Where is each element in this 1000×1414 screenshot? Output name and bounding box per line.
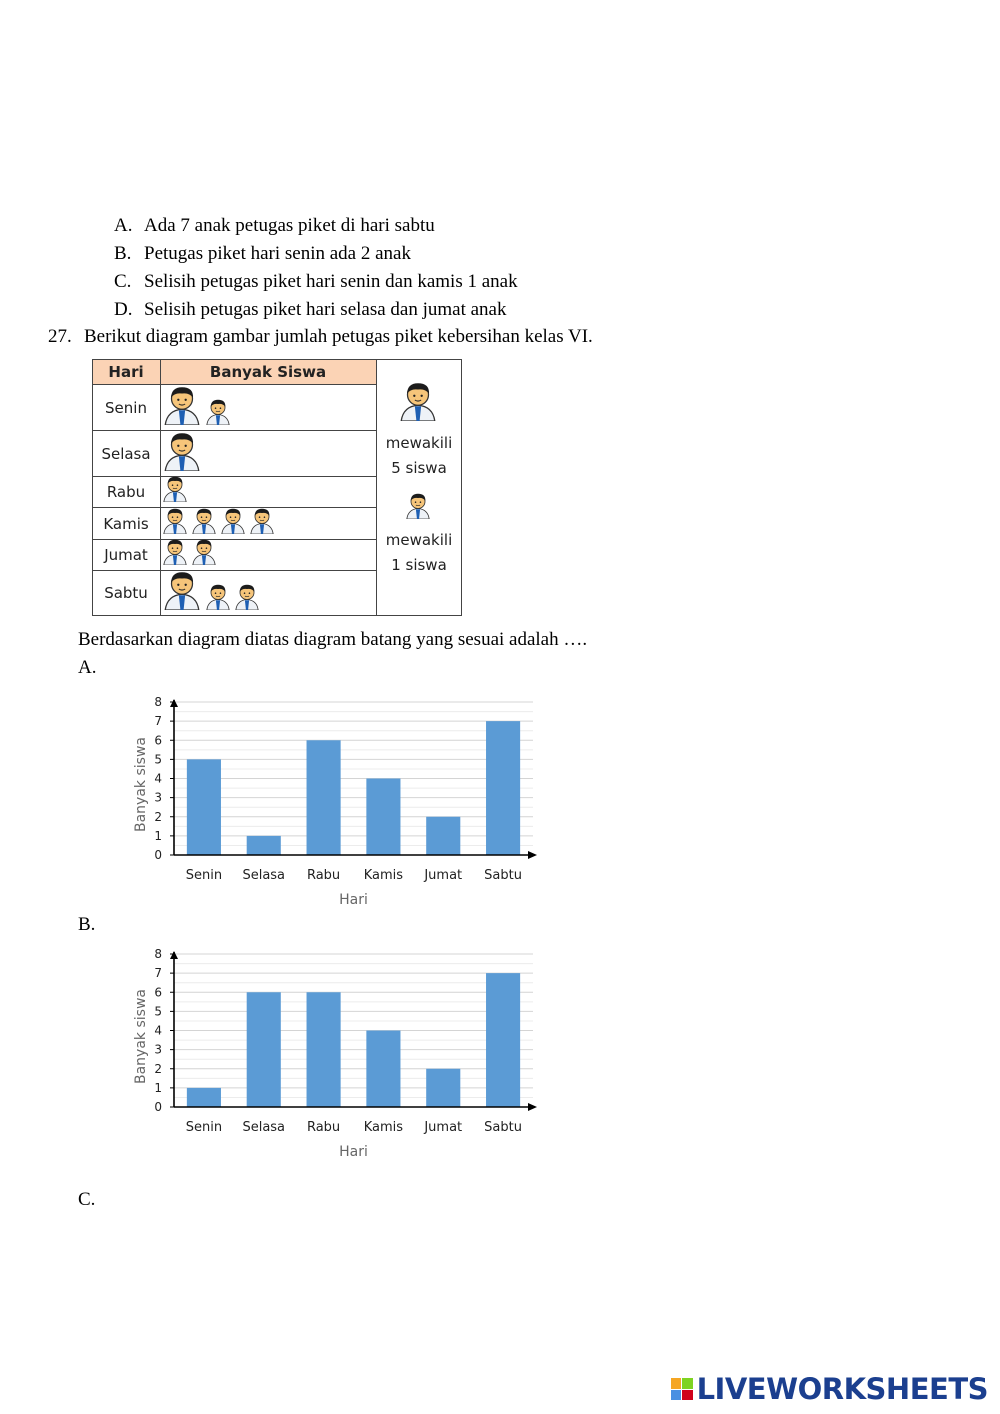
bar-selasa: [247, 992, 281, 1107]
x-tick-label: Sabtu: [484, 868, 522, 883]
x-axis-arrow: [528, 1103, 537, 1111]
bar-rabu: [307, 740, 341, 855]
y-axis-arrow: [170, 699, 178, 707]
y-tick-label: 0: [154, 1100, 162, 1114]
bar-chart-a: [128, 690, 548, 910]
student-icon-small: [204, 582, 232, 614]
y-tick-label: 1: [154, 1080, 162, 1095]
option-text: Petugas piket hari senin ada 2 anak: [144, 243, 411, 264]
student-icon-big: [161, 568, 203, 614]
student-icon-small: [248, 506, 276, 538]
legend-small-text-2: 1 siswa: [391, 556, 447, 574]
day-label-sabtu: Sabtu: [104, 584, 148, 602]
x-tick-label: Kamis: [363, 868, 404, 883]
y-tick-label: 8: [154, 947, 162, 961]
day-label-senin: Senin: [105, 398, 147, 417]
y-tick-label: 8: [154, 695, 162, 709]
y-tick-label: 3: [154, 1042, 162, 1057]
bar-senin: [187, 1088, 221, 1107]
x-tick-label: Selasa: [242, 868, 286, 883]
y-axis-arrow: [170, 951, 178, 959]
pictogram-table: [92, 359, 462, 616]
x-axis-arrow: [528, 851, 537, 859]
y-tick-label: 5: [154, 752, 162, 767]
x-tick-label: Sabtu: [484, 1120, 522, 1135]
bar-sabtu: [486, 973, 520, 1107]
legend-big-text-2: 5 siswa: [391, 459, 447, 477]
x-axis-title: Hari: [339, 1144, 368, 1160]
legend-small-student-icon: [404, 491, 432, 523]
bar-chart-b: [128, 942, 548, 1162]
x-tick-label: Senin: [185, 1120, 223, 1135]
y-axis-title: Banyak siswa: [133, 737, 149, 832]
header-day: Hari: [92, 359, 160, 384]
bar-senin: [187, 759, 221, 855]
y-tick-label: 0: [154, 848, 162, 862]
bar-jumat: [426, 817, 460, 855]
student-icon-small: [219, 506, 247, 538]
student-icon-big: [161, 383, 203, 429]
bar-selasa: [247, 836, 281, 855]
y-tick-label: 4: [154, 1023, 162, 1038]
y-tick-label: 7: [154, 714, 162, 729]
y-tick-label: 2: [154, 809, 162, 824]
x-tick-label: Selasa: [242, 1120, 286, 1135]
y-tick-label: 1: [154, 828, 162, 843]
y-tick-label: 6: [154, 733, 162, 748]
liveworksheets-watermark: [671, 1372, 988, 1406]
day-label-jumat: Jumat: [104, 546, 148, 564]
question-instruction: Berdasarkan diagram diatas diagram batang yang sesuai adalah ….: [78, 629, 588, 650]
question-text: Berikut diagram gambar jumlah petugas piket kebersihan kelas VI.: [84, 326, 593, 347]
y-tick-label: 6: [154, 985, 162, 1000]
day-label-rabu: Rabu: [106, 483, 146, 501]
y-tick-label: 2: [154, 1061, 162, 1076]
icon-row: [161, 508, 276, 538]
day-label-selasa: Selasa: [101, 444, 151, 463]
student-icon-small: [233, 582, 261, 614]
legend-big-text-1: mewakili: [385, 434, 453, 452]
y-axis-title: Banyak siswa: [133, 989, 149, 1084]
student-icon-small: [190, 506, 218, 538]
option-text: Selisih petugas piket hari selasa dan jumat anak: [144, 299, 507, 320]
y-tick-label: 3: [154, 790, 162, 805]
day-label-kamis: Kamis: [103, 514, 149, 533]
option-a-prev: [114, 214, 435, 238]
option-letter: C.: [114, 271, 132, 292]
option-d-prev: [114, 298, 506, 322]
x-tick-label: Rabu: [306, 1120, 341, 1135]
y-tick-label: 7: [154, 966, 162, 981]
bar-rabu: [307, 992, 341, 1107]
option-letter: D.: [114, 299, 133, 320]
bar-kamis: [366, 1031, 400, 1108]
icon-row: [161, 540, 218, 569]
watermark-text: LIVEWORKSHEETS: [696, 1372, 988, 1406]
x-axis-title: Hari: [339, 892, 368, 908]
x-tick-label: Senin: [185, 868, 223, 883]
x-tick-label: Jumat: [424, 868, 463, 883]
legend-big-student-icon: [397, 379, 439, 425]
x-tick-label: Kamis: [363, 1120, 404, 1135]
option-b-prev: [114, 242, 411, 266]
x-tick-label: Rabu: [306, 868, 341, 883]
question-number: 27.: [48, 326, 72, 347]
option-c-prev: [114, 270, 518, 294]
liveworksheets-logo-icon: [671, 1378, 693, 1400]
icon-row: [161, 477, 189, 506]
bar-sabtu: [486, 721, 520, 855]
question-27: [48, 325, 593, 349]
option-text: Selisih petugas piket hari senin dan kamis 1 anak: [144, 271, 518, 292]
y-tick-label: 4: [154, 771, 162, 786]
option-letter: B.: [114, 243, 132, 264]
answer-label-b[interactable]: B.: [78, 914, 96, 935]
y-tick-label: 5: [154, 1004, 162, 1019]
student-icon-small: [204, 397, 232, 429]
answer-label-a[interactable]: A.: [78, 657, 97, 678]
student-icon-small: [161, 506, 189, 538]
bar-jumat: [426, 1069, 460, 1107]
student-icon-small: [190, 537, 218, 569]
icon-row: [161, 571, 261, 614]
student-icon-small: [161, 474, 189, 506]
legend-small-text-1: mewakili: [385, 531, 453, 549]
icon-row: [161, 431, 203, 475]
bar-chart-b-svg: [128, 942, 548, 1162]
x-tick-label: Jumat: [424, 1120, 463, 1135]
option-letter: A.: [114, 215, 133, 236]
option-text: Ada 7 anak petugas piket di hari sabtu: [144, 215, 435, 236]
answer-label-c[interactable]: C.: [78, 1189, 96, 1210]
header-count: Banyak Siswa: [160, 359, 376, 384]
bar-kamis: [366, 779, 400, 856]
student-icon-small: [161, 537, 189, 569]
student-icon-big: [161, 429, 203, 475]
bar-chart-a-svg: [128, 690, 548, 910]
icon-row: [161, 385, 232, 429]
